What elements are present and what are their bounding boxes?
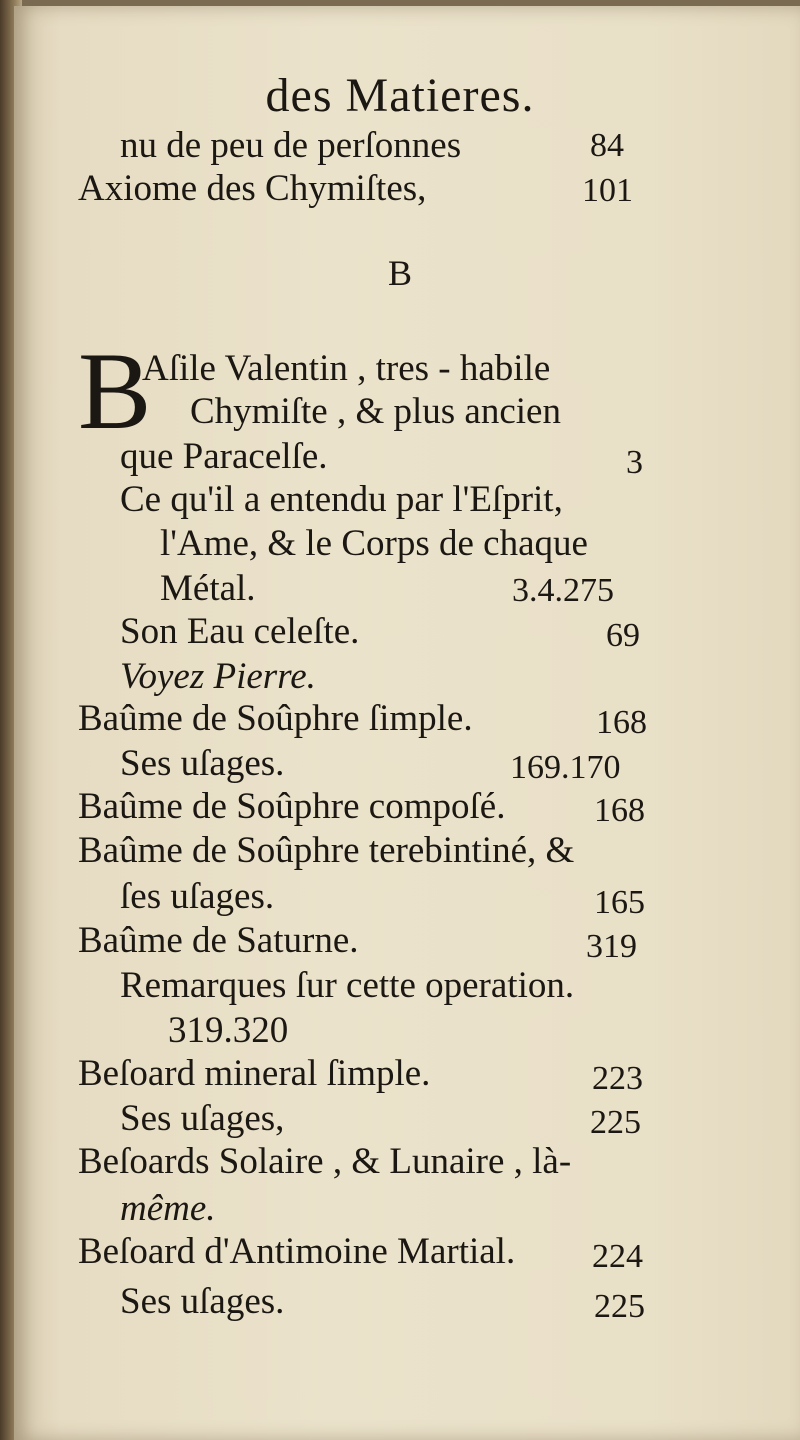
- index-entry: ſes uſages.: [120, 876, 275, 917]
- page-number: 168: [596, 704, 647, 741]
- index-entry: Voyez Pierre.: [120, 656, 316, 697]
- index-entry: Baûme de Soûphre terebintiné, &: [78, 830, 575, 871]
- drop-cap: B: [78, 330, 152, 452]
- page-number: 69: [606, 617, 640, 654]
- page-number: 169.170: [510, 749, 621, 786]
- index-entry: Métal.: [160, 568, 256, 609]
- index-entry: Ses uſages.: [120, 1281, 285, 1322]
- index-entry: Axiome des Chymiſtes,: [78, 168, 427, 209]
- page-number: 101: [582, 172, 633, 209]
- index-entry: Baûme de Soûphre ſimple.: [78, 698, 473, 739]
- index-entry: Baûme de Soûphre compoſé.: [78, 786, 506, 827]
- index-entry: Beſoard mineral ſimple.: [78, 1053, 431, 1094]
- index-entry: Son Eau celeſte.: [120, 611, 360, 652]
- index-entry: Remarques ſur cette operation.: [120, 965, 575, 1006]
- page-number: 223: [592, 1060, 643, 1097]
- index-entry: Beſoard d'Antimoine Martial.: [78, 1231, 516, 1272]
- index-entry: Ce qu'il a entendu par l'Eſprit,: [120, 479, 563, 520]
- index-entry: l'Ame, & le Corps de chaque: [160, 523, 588, 564]
- page-number: 3.4.275: [512, 572, 614, 609]
- index-entry: 319.320: [168, 1010, 289, 1051]
- page-number: 168: [594, 792, 645, 829]
- page-number: 165: [594, 884, 645, 921]
- index-entry: Beſoards Solaire , & Lunaire , là-: [78, 1141, 572, 1182]
- page-number: 225: [594, 1288, 645, 1325]
- page-number: 224: [592, 1238, 643, 1275]
- index-entry: Baûme de Saturne.: [78, 920, 359, 961]
- index-entry: Aſile Valentin , tres - habile: [142, 348, 551, 389]
- index-entry: Ses uſages,: [120, 1098, 285, 1139]
- section-letter: B: [387, 253, 412, 293]
- page-header: des Matieres.: [265, 69, 535, 122]
- page-number: 319: [586, 928, 637, 965]
- page-number: 3: [626, 444, 643, 481]
- page-number: 225: [590, 1104, 641, 1141]
- index-entry: nu de peu de perſonnes: [120, 125, 462, 166]
- index-entry: que Paracelſe.: [120, 436, 328, 477]
- page-number: 84: [590, 127, 624, 164]
- index-entry: même.: [120, 1188, 216, 1229]
- index-entry: Ses uſages.: [120, 743, 285, 784]
- index-entry: Chymiſte , & plus ancien: [190, 391, 561, 432]
